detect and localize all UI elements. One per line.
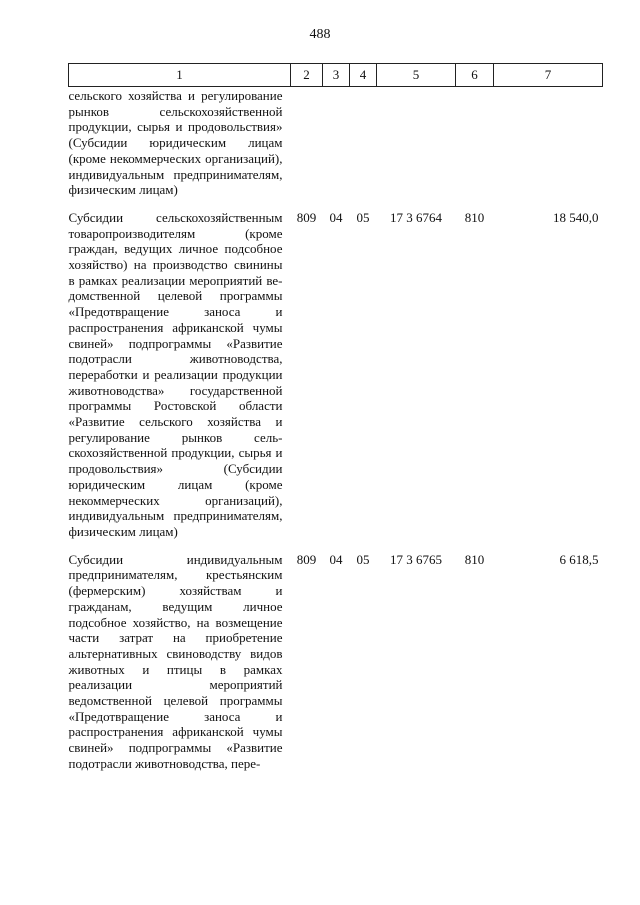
- table-row: [69, 198, 603, 540]
- row-description: Субсидии сельскохозяйственным товаропроизводителям (кроме граждан, ведущих личное подсобное хозяйство) на производство свинины в рамках реализации мероприятий ведомственной целевой программы «Предотвращение заноса и распространения африканской чумы свиней» подпрограммы «Развитие подотрасли животноводства, переработки и реализации продукции животноводства» государственной программы Ростовской области «Развитие сельского хозяйства и регулирование рынков сельскохозяйственной продукции, сырья и продовольствия» (Субсидии юридическим лицам (кроме некоммерческих организаций), индивидуальным предпринимателям, физическим лицам): [68, 209, 283, 539]
- expense-type-code: 810: [464, 551, 485, 567]
- header-row: [69, 64, 603, 87]
- column-header: 1: [69, 64, 291, 87]
- ministry-code: [291, 87, 323, 198]
- section-code: [323, 87, 350, 198]
- subsection-code: [350, 87, 377, 198]
- subsection-code: 05: [356, 209, 370, 225]
- target-code: [377, 87, 456, 198]
- expense-type-code: 810: [464, 209, 485, 225]
- ministry-code: 809: [296, 551, 317, 567]
- target-code: 17 3 6764: [390, 209, 442, 225]
- table-row: [69, 87, 603, 198]
- row-description: сельского хозяйства и регулирование рынков сельскохозяйственной продукции, сырья и продовольствия» (Субсидии юридическим лицам (кроме некоммерческих организаций), индивидуальным предпринимателям, физическим лицам): [68, 88, 283, 198]
- target-code: 17 3 6765: [390, 551, 442, 567]
- amount: 6 618,5: [559, 551, 599, 567]
- ministry-code: 809: [296, 209, 317, 225]
- page-number: 488: [309, 27, 331, 42]
- section-code: 04: [329, 551, 343, 567]
- column-header: 4: [350, 64, 377, 87]
- column-header: 7: [494, 64, 603, 87]
- column-header: 2: [291, 64, 323, 87]
- budget-table: [68, 63, 603, 772]
- amount: 18 540,0: [553, 209, 599, 225]
- table-row: [69, 540, 603, 772]
- column-header: 3: [323, 64, 350, 87]
- section-code: 04: [329, 209, 343, 225]
- subsection-code: 05: [356, 551, 370, 567]
- column-header: 6: [456, 64, 494, 87]
- amount: [494, 87, 603, 198]
- column-header: 5: [377, 64, 456, 87]
- row-description: Субсидии индивидуальным предпринимателям, крестьянским (фермерским) хозяйствам и гражданам, ведущим личное подсобное хозяйство, на возмещение части затрат на приобретение альтернативных свиноводству видов животных и птицы в рамках реализации мероприятий ведомственной целевой программы «Предотвращение заноса и распространения африканской чумы свиней» подпрограммы «Развитие подотрасли животноводства, пере-: [68, 551, 283, 771]
- expense-type-code: [456, 87, 494, 198]
